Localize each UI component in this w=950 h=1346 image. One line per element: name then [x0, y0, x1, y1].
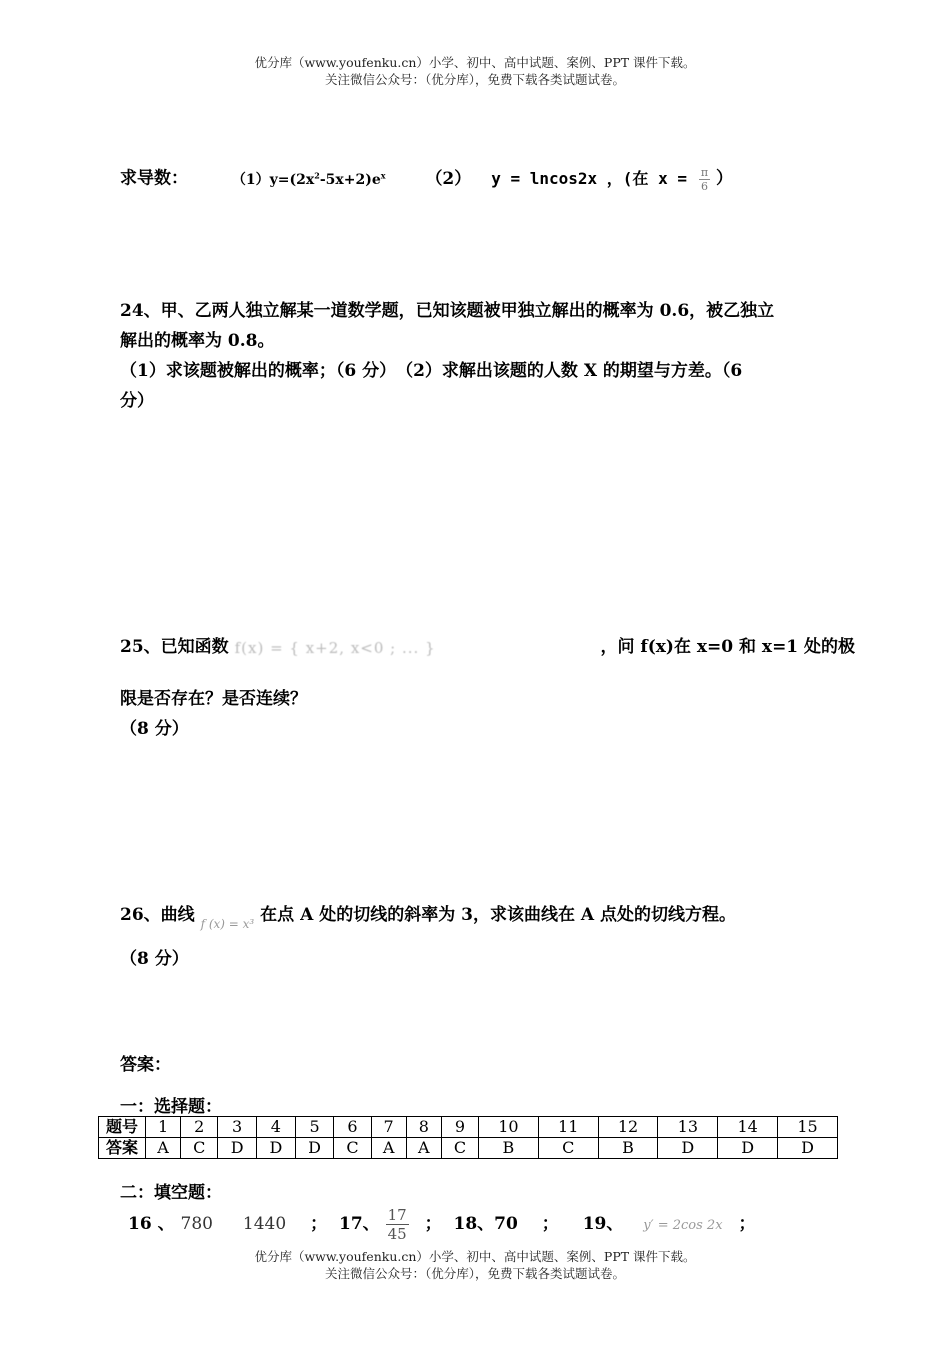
table-cell: 1	[146, 1117, 181, 1138]
separator: ；	[310, 1214, 328, 1234]
q26-prefix: 26、曲线	[120, 905, 195, 925]
table-cell: 5	[295, 1117, 334, 1138]
table-cell: 13	[658, 1117, 718, 1138]
table-cell: D	[718, 1138, 778, 1159]
header-line-1: 优分库（www.youfenku.cn）小学、初中、高中试题、案例、PPT 课件下载。	[254, 55, 696, 70]
q26-suffix: 在点 A 处的切线的斜率为 3，求该曲线在 A 点处的切线方程。	[260, 905, 736, 925]
q24-line-2: 解出的概率为 0.8。	[120, 331, 275, 351]
table-cell: C	[181, 1138, 218, 1159]
table-cell: C	[334, 1138, 371, 1159]
table-cell: 9	[441, 1117, 478, 1138]
q23-part1: $(1)y=(2x^2-5x+2)e^x$	[231, 170, 386, 188]
header-line-2: 关注微信公众号：（优分库），免费下载各类试题试卷。	[324, 72, 625, 87]
question-26	[120, 900, 736, 931]
table-cell: 10	[479, 1117, 539, 1138]
table-cell: 14	[718, 1117, 778, 1138]
q23-label: 求导数：	[120, 168, 188, 189]
f16-answer-a: 780	[180, 1214, 213, 1234]
table-cell: C	[441, 1138, 478, 1159]
table-cell: B	[479, 1138, 539, 1159]
table-cell: 6	[334, 1117, 371, 1138]
q26-points: （8 分）	[120, 949, 189, 969]
table-cell: 2	[181, 1117, 218, 1138]
row-label-number: 题号	[99, 1117, 146, 1138]
q23-part2-expr: y = lncos2x ，(在 x =	[491, 168, 687, 188]
table-cell: 11	[538, 1117, 598, 1138]
q23-part2-label: （2）	[425, 168, 472, 189]
section-choice-title: 一：选择题：	[120, 1097, 222, 1117]
q26-formula: f (x) = x³	[200, 917, 255, 931]
table-cell: 4	[257, 1117, 296, 1138]
table-cell: D	[218, 1138, 257, 1159]
table-cell: 12	[598, 1117, 658, 1138]
table-cell: D	[658, 1138, 718, 1159]
q23-close-paren: ）	[716, 168, 734, 189]
table-cell: A	[146, 1138, 181, 1159]
fill-answers-row	[128, 1206, 755, 1243]
pi-over-6-fraction: $\frac{\pi}{6}$	[700, 165, 709, 193]
table-cell: 8	[406, 1117, 441, 1138]
page-header	[0, 54, 950, 88]
table-cell: 7	[371, 1117, 406, 1138]
table-cell: B	[598, 1138, 658, 1159]
table-cell: 15	[778, 1117, 838, 1138]
table-cell: D	[778, 1138, 838, 1159]
question-24	[120, 296, 774, 416]
blurred-function-image: f(x) = { x+2, x<0 ; ... }	[234, 638, 436, 657]
q25-points: （8 分）	[120, 719, 189, 739]
section-fill-title: 二：填空题：	[120, 1183, 222, 1203]
f16-answer-b: 1440	[242, 1214, 287, 1234]
question-23	[120, 160, 733, 195]
footer-line-1: 优分库（www.youfenku.cn）小学、初中、高中试题、案例、PPT 课件下载。	[254, 1249, 696, 1264]
answers-title: 答案：	[120, 1055, 171, 1075]
answer-table	[98, 1116, 838, 1159]
page-footer	[0, 1248, 950, 1282]
table-cell: D	[257, 1138, 296, 1159]
q25-prefix: 25、已知函数	[120, 637, 229, 657]
table-row-answers	[99, 1138, 838, 1159]
separator: ；	[424, 1214, 442, 1234]
f17-fraction: $\frac{17}{45}$	[387, 1206, 407, 1243]
table-cell: A	[371, 1138, 406, 1159]
table-cell: 3	[218, 1117, 257, 1138]
table-cell: A	[406, 1138, 441, 1159]
row-label-answer: 答案	[99, 1138, 146, 1159]
q24-line-4: 分）	[120, 391, 154, 411]
f16-label: 16 、	[128, 1214, 175, 1234]
footer-line-2: 关注微信公众号：（优分库），免费下载各类试题试卷。	[324, 1266, 625, 1281]
q24-line-1: 24、甲、乙两人独立解某一道数学题，已知该题被甲独立解出的概率为 0.6，被乙独立	[120, 301, 775, 321]
f19-formula: y′ = 2cos 2x	[643, 1218, 723, 1233]
f17-label: 17、	[338, 1214, 380, 1234]
f18-answer: 18、70	[453, 1214, 518, 1234]
q25-suffix: ，问 f(x)在 x=0 和 x=1 处的极	[600, 637, 856, 657]
table-cell: D	[295, 1138, 334, 1159]
table-row-numbers	[99, 1117, 838, 1138]
table-cell: C	[538, 1138, 598, 1159]
q24-line-3: （1）求该题被解出的概率；（6 分） （2）求解出该题的人数 X 的期望与方差。（6	[120, 361, 743, 381]
question-25	[120, 632, 855, 663]
separator: ；	[541, 1214, 559, 1234]
separator: ；	[738, 1214, 756, 1234]
q25-line-2: 限是否存在？是否连续？	[120, 689, 307, 709]
f19-label: 19、	[582, 1214, 624, 1234]
